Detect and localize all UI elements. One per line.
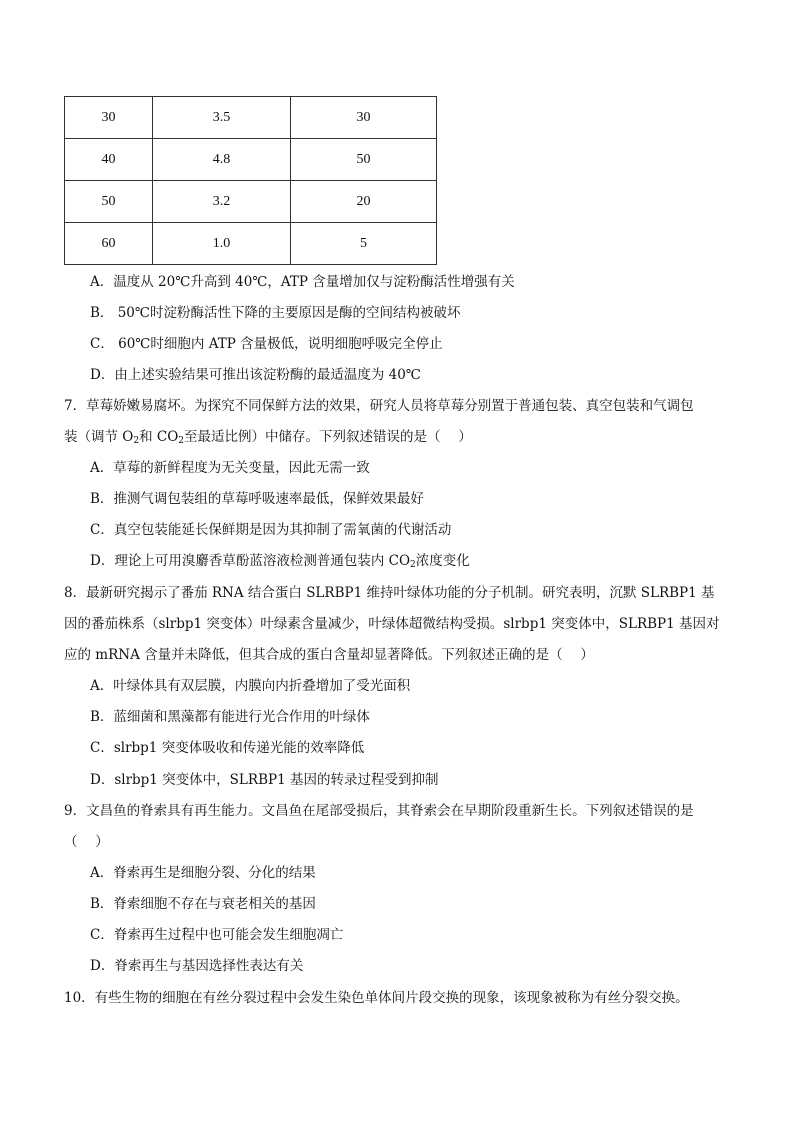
table-cell: 4.8 (153, 139, 291, 181)
table-row (65, 97, 437, 139)
q6-option-b: B． 50℃时淀粉酶活性下降的主要原因是酶的空间结构被破坏 (90, 305, 461, 321)
q7-option-d (90, 551, 470, 571)
subscript: 2 (133, 436, 140, 446)
q8-option-d: D．slrbp1 突变体中，SLRBP1 基因的转录过程受到抑制 (90, 772, 439, 788)
q8-stem-line1: 8．最新研究揭示了番茄 RNA 结合蛋白 SLRBP1 维持叶绿体功能的分子机制。研究表明，沉默 SLRBP1 基 (64, 585, 715, 601)
table-cell: 50 (65, 181, 153, 223)
table-cell: 30 (291, 97, 437, 139)
table-row (65, 181, 437, 223)
subscript: 2 (410, 560, 416, 570)
data-table (64, 96, 437, 265)
q6-option-d: D．由上述实验结果可推出该淀粉酶的最适温度为 40℃ (90, 367, 421, 383)
q7-option-a: A．草莓的新鲜程度为无关变量，因此无需一致 (90, 460, 370, 476)
table-cell: 40 (65, 139, 153, 181)
q7-stem-text: 至最适比例）中储存。下列叙述错误的是（ ） (184, 429, 472, 445)
q7-stem-text: 装（调节 O (64, 429, 134, 445)
q7-stem-text: 和 CO (139, 429, 179, 445)
q8-option-a: A．叶绿体具有双层膜，内膜向内折叠增加了受光面积 (90, 678, 411, 694)
table-cell: 5 (291, 223, 437, 265)
q8-stem-line2: 因的番茄株系（slrbp1 突变体）叶绿素含量减少，叶绿体超微结构受损。slrbp1 突变体中，SLRBP1 基因对 (64, 616, 720, 632)
q6-option-c: C． 60℃时细胞内 ATP 含量极低，说明细胞呼吸完全停止 (90, 336, 443, 352)
q10-stem-line1: 10．有些生物的细胞在有丝分裂过程中会发生染色单体间片段交换的现象，该现象被称为有丝分裂交换。 (64, 990, 689, 1006)
q9-stem-line1: 9．文昌鱼的脊索具有再生能力。文昌鱼在尾部受损后，其脊索会在早期阶段重新生长。下列叙述错误的是 (64, 803, 694, 819)
q8-stem-line3: 应的 mRNA 含量并未降低，但其合成的蛋白含量却显著降低。下列叙述正确的是（ ） (64, 647, 594, 663)
table-row (65, 139, 437, 181)
q7-stem-line2 (64, 427, 472, 447)
table-cell: 30 (65, 97, 153, 139)
q9-option-b: B．脊索细胞不存在与衰老相关的基因 (90, 896, 316, 912)
q9-option-d: D．脊索再生与基因选择性表达有关 (90, 958, 304, 974)
table-cell: 3.2 (153, 181, 291, 223)
table-cell: 50 (291, 139, 437, 181)
q6-option-a: A．温度从 20℃升高到 40℃，ATP 含量增加仅与淀粉酶活性增强有关 (90, 274, 515, 290)
q7-option-b: B．推测气调包装组的草莓呼吸速率最低，保鲜效果最好 (90, 491, 424, 507)
q9-option-a: A．脊索再生是细胞分裂、分化的结果 (90, 865, 316, 881)
q8-option-b: B．蓝细菌和黑藻都有能进行光合作用的叶绿体 (90, 709, 370, 725)
table-cell: 20 (291, 181, 437, 223)
table-row (65, 223, 437, 265)
q9-option-c: C．脊索再生过程中也可能会发生细胞凋亡 (90, 927, 344, 943)
q7-stem-line1: 7．草莓娇嫩易腐坏。为探究不同保鲜方法的效果，研究人员将草莓分别置于普通包装、真空包装和气调包 (64, 398, 694, 414)
subscript: 2 (178, 436, 185, 446)
q9-stem-line2: （ ） (64, 834, 109, 850)
table-cell: 60 (65, 223, 153, 265)
q7-option-d-text: 浓度变化 (415, 553, 470, 569)
q7-option-d-text: D．理论上可用溴麝香草酚蓝溶液检测普通包装内 CO (90, 553, 411, 569)
table-cell: 3.5 (153, 97, 291, 139)
q7-option-c: C．真空包装能延长保鲜期是因为其抑制了需氧菌的代谢活动 (90, 522, 452, 538)
q8-option-c: C．slrbp1 突变体吸收和传递光能的效率降低 (90, 740, 365, 756)
table-cell: 1.0 (153, 223, 291, 265)
